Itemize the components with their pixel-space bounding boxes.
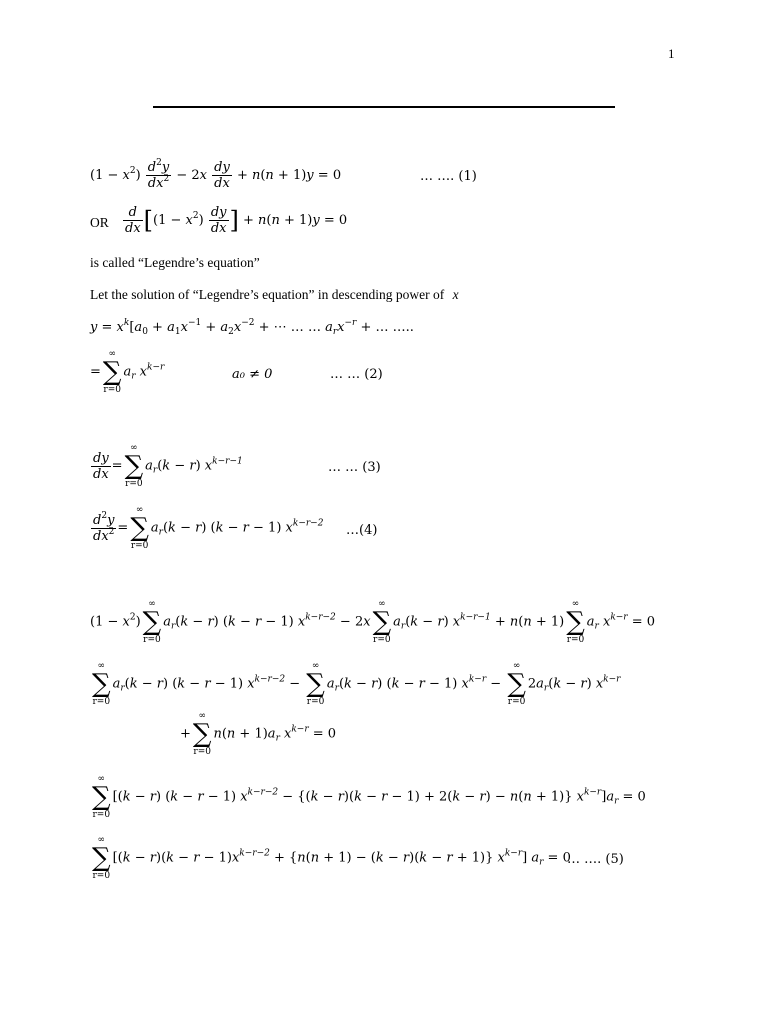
variable-x: x <box>452 287 459 302</box>
equation-3: $\frac{dy}{dx}$ = ∞ ∑ r=0 $a_r(k - r)$ $x^{k-r-1}$ <box>93 443 243 489</box>
equation-number-1: … …. (1) <box>420 169 477 184</box>
equation-2: = ∞ ∑ r=0 $a_r$ $x^{k-r}$ <box>90 349 165 395</box>
equation-4: $\frac{d^2y}{dx^2}$ = ∞ ∑ r=0 $a_r(k - r) (k - r - 1)$ $x^{k-r-2}$ <box>93 505 324 551</box>
expanded-line-2: + ∞ ∑ r=0 $n(n + 1)a_r$ $x^{k-r} = 0$ <box>180 711 337 757</box>
condition-a0: a₀ ≠ 0 <box>232 367 273 382</box>
combined-line: ∞ ∑ r=0 [(k − r) (k − r − 1) $x^{k-r-2} - \{(k - r)(k - r - 1) + 2(k - r) - n(n + 1)\} x^{k-r}]a_r = 0$ <box>92 774 646 820</box>
series-expansion: $y = x^k[a_0 + a_1x^{-1} + a_2x^{-2}$ + ⋯ … … $a_rx^{-r}$ + … ….. <box>90 318 414 337</box>
equation-5: ∞ ∑ r=0 [$(k - r)(k - r - 1)x^{k-r-2} + \{n(n + 1) - (k - r)(k - r + 1)\}$ $x^{k-r}$] $a_r = 0$ <box>92 835 571 881</box>
legendre-statement: is called “Legendre’s equation” <box>90 255 260 270</box>
equation-1-alt: $\frac{d}{dx}$ [$(1 - x^2)$ $\frac{dy}{dx}$ ] + n(n + 1)y = 0 <box>125 205 348 236</box>
substitution-line: $(1 - x^2)$ ∞ ∑ r=0 $a_r(k - r) (k - r - 1) x^{k-r-2} - 2x$ ∞ ∑ r=0 $a_r(k - r) x^{k-r-1} + n(n + 1)$ ∞ ∑ r=0 $a_r$ $x^{k-r} = 0$ <box>90 599 656 645</box>
equation-number-5: … …. (5) <box>567 852 624 867</box>
equation-number-2: … … (2) <box>330 367 383 382</box>
equation-number-4: …(4) <box>346 523 378 538</box>
solution-statement-text: Let the solution of “Legendre’s equation” in descending power of <box>90 287 445 302</box>
page-number: 1 <box>668 46 675 61</box>
header-rule <box>153 106 615 108</box>
or-label: OR <box>90 215 109 230</box>
expanded-line-1: ∞ ∑ r=0 $a_r(k - r) (k - r - 1) x^{k-r-2}$ − ∞ ∑ r=0 $a_r(k - r) (k - r - 1) x^{k-r}$ − ∞ ∑ r=0 $2a_r(k - r)$ $x^{k-r}$ <box>92 661 621 707</box>
solution-statement <box>90 287 459 303</box>
equation-number-3: … … (3) <box>328 460 381 475</box>
equation-1: $(1 - x^2)$ $\frac{d^2y}{dx^2}$ − 2x $\frac{dy}{dx}$ + n(n + 1)y = 0 <box>90 158 342 191</box>
